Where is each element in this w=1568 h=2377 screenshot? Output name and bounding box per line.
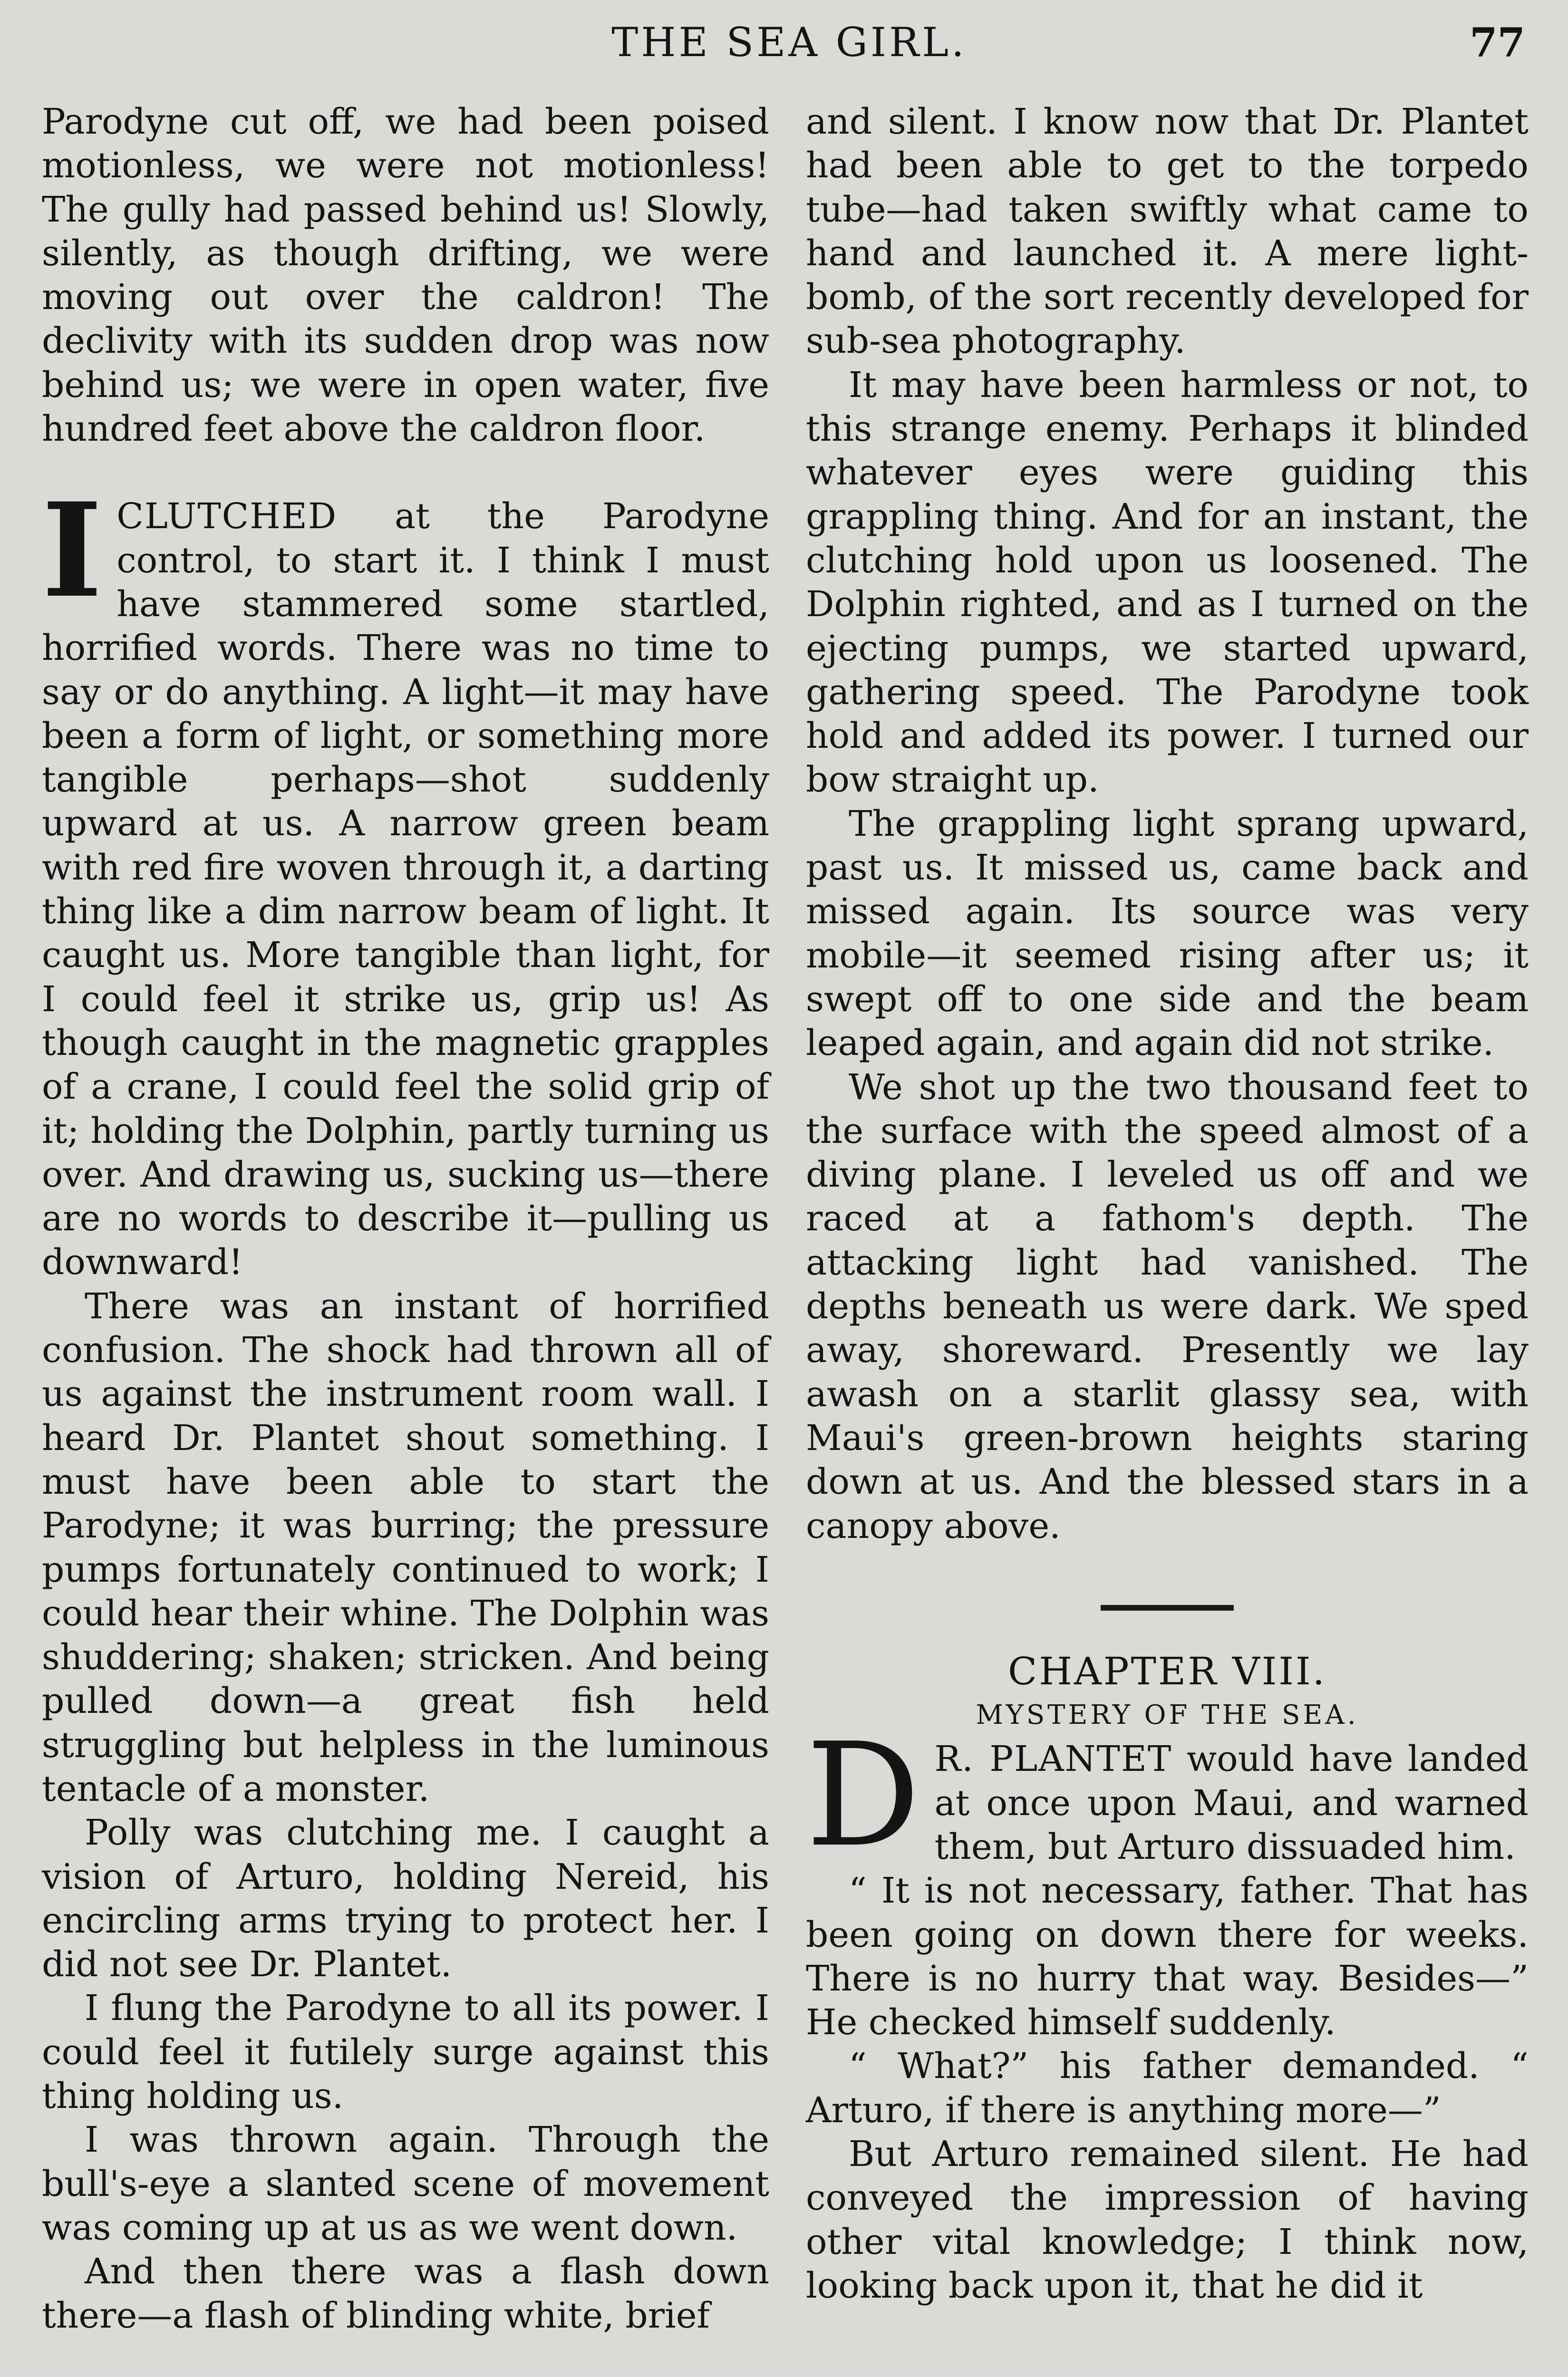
paragraph: But Arturo remained silent. He had conveyed the impression of having other vital knowledge; I think now, looking back upon it, that he did it [806, 2134, 1529, 2306]
paragraph: Polly was clutching me. I caught a vision of Arturo, holding Nereid, his encircling arms trying to protect her. I did not see Dr. Plantet. [42, 1812, 769, 1985]
paragraph: We shot up the two thousand feet to the surface with the speed almost of a diving plane. I leveled us off and we raced at a fathom's depth. The attacking light had vanished. The depths beneath us were dark. We sped away, shoreward. Presently we lay awash on a starlit glassy sea, with Maui's green-brown heights staring down at us. And the blessed stars in a canopy above. [806, 1066, 1529, 1546]
paragraph: I flung the Parodyne to all its power. I could feel it futilely surge against this thing holding us. [42, 1988, 769, 2117]
paragraph: “ What?” his father demanded. “ Arturo, if there is anything more—” [806, 2046, 1529, 2131]
section-divider [1101, 1605, 1234, 1611]
paragraph: And then there was a flash down there—a flash of blinding white, brief [42, 2251, 769, 2336]
lead-caps: R. PLANTET [934, 1739, 1172, 1780]
left-column [42, 100, 769, 2338]
page-number: 77 [1470, 19, 1525, 66]
paragraph: Parodyne cut off, we had been poised motionless, we were not motionless! The gully had passed behind us! Slowly, silently, as though drifting, we were moving out over the caldron! The declivity with its sudden drop was now behind us; we were in open water, five hundred feet above the caldron floor. [42, 101, 769, 450]
paragraph: There was an instant of horrified confusion. The shock had thrown all of us against the instrument room wall. I heard Dr. Plantet shout something. I must have been able to start the Parodyne; it was burring; the pressure pumps fortunately continued to work; I could hear their whine. The Dolphin was shuddering; shaken; stricken. And being pulled down—a great fish held struggling but helpless in the luminous tentacle of a monster. [42, 1285, 769, 1809]
paragraph-with-dropcap [42, 475, 769, 1284]
drop-cap: I [42, 475, 103, 627]
lead-caps: CLUTCHED [116, 496, 338, 537]
chapter-subtitle: MYSTERY OF THE SEA. [976, 1700, 1359, 1731]
running-title: THE SEA GIRL. [611, 19, 967, 66]
paragraph: The grappling light sprang upward, past us. It missed us, came back and missed again. Its source was very mobile—it seemed rising after us; it swept off to one side and the beam leaped again, and again did not strike. [806, 803, 1529, 1064]
drop-cap: D [806, 1712, 920, 1879]
paragraph-text: would have landed at once upon Maui, and warned them, but Arturo dissuaded him. [934, 1739, 1529, 1867]
paragraph: I was thrown again. Through the bull's-eye a slanted scene of movement was coming up at us as we went down. [42, 2119, 769, 2248]
chapter-title: CHAPTER VIII. [1007, 1649, 1326, 1693]
right-column [806, 100, 1529, 2308]
paragraph: “ It is not necessary, father. That has been going on down there for weeks. There is no hurry that way. Besides—” He checked himself suddenly. [806, 1870, 1529, 2043]
paragraph: It may have been harmless or not, to this strange enemy. Perhaps it blinded whatever eyes were guiding this grappling thing. And for an instant, the clutching hold upon us loosened. The Dolphin righted, and as I turned on the ejecting pumps, we started upward, gathering speed. The Parodyne took hold and added its power. I turned our bow straight up. [806, 364, 1529, 801]
paragraph-text: at the Parodyne control, to start it. I think I must have stammered some startled, horrified words. There was no time to say or do anything. A light—it may have been a form of light, or something more tangible perhaps—shot suddenly upward at us. A narrow green beam with red fire woven through it, a darting thing like a dim narrow beam of light. It caught us. More tangible than light, for I could feel it strike us, grip us! As though caught in the magnetic grapples of a crane, I could feel the solid grip of it; holding the Dolphin, partly turning us over. And drawing us, sucking us—there are no words to describe it—pulling us downward! [42, 496, 769, 1283]
page-header [0, 14, 1568, 81]
paragraph: and silent. I know now that Dr. Plantet had been able to get to the torpedo tube—had taken swiftly what came to hand and launched it. A mere light-bomb, of the sort recently developed for sub-sea photography. [806, 101, 1529, 362]
